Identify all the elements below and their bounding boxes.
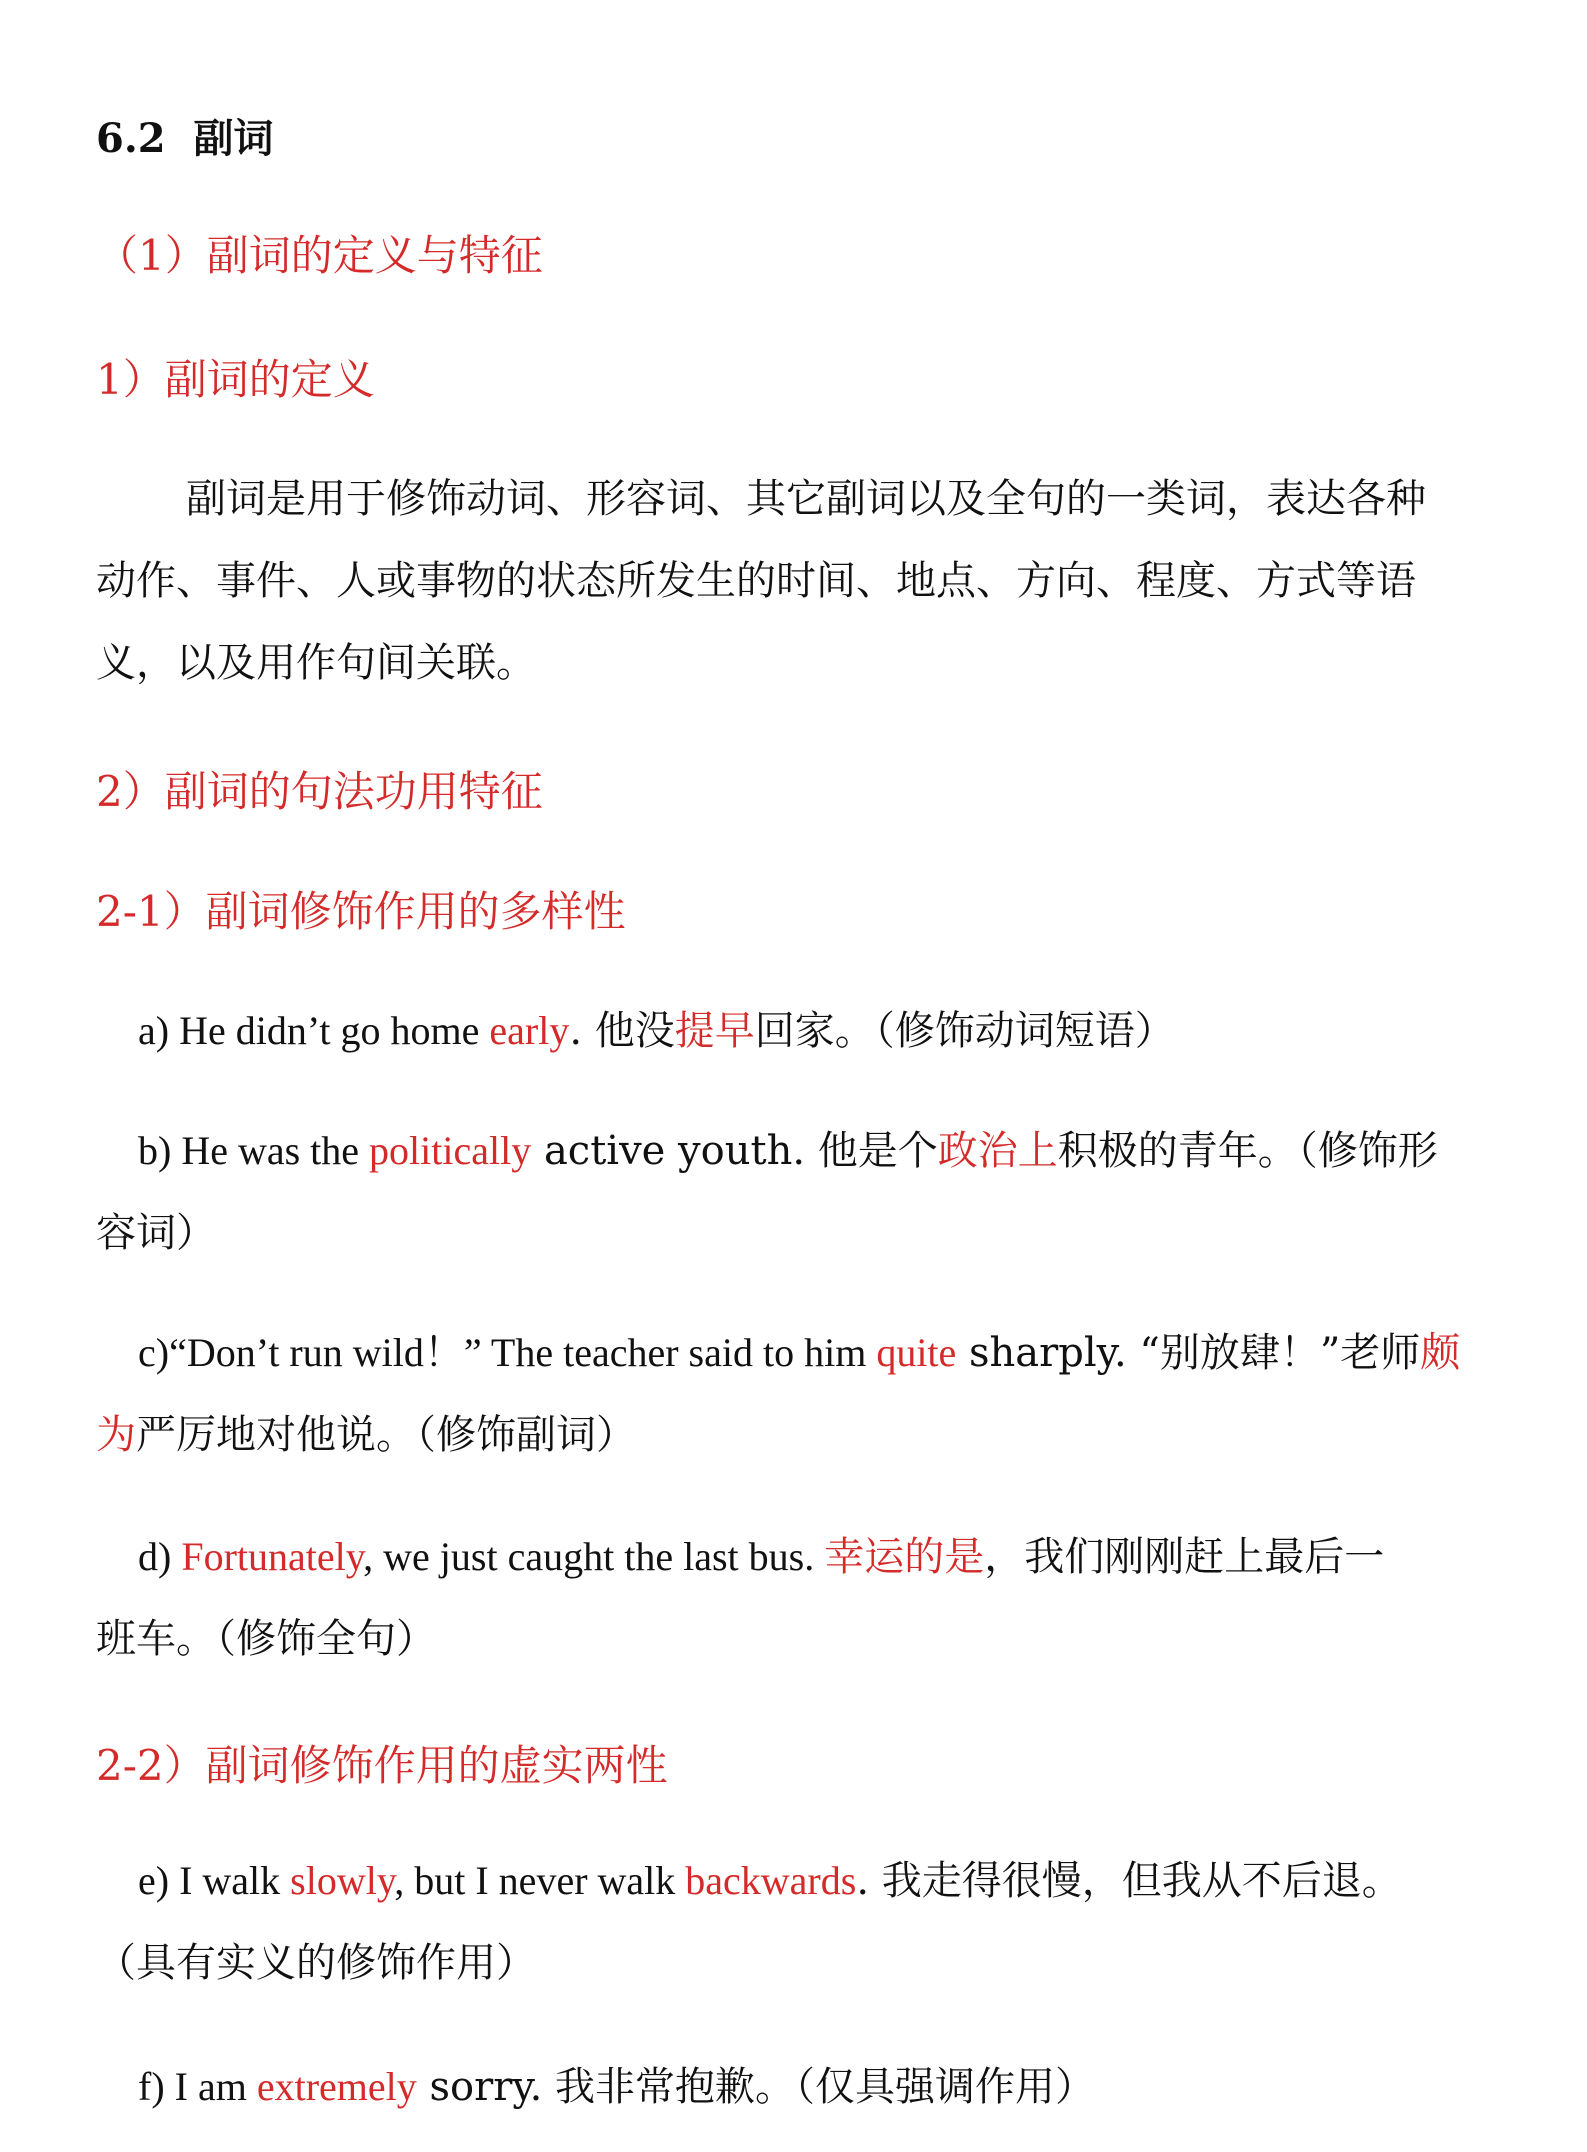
example-e — [96, 1840, 1496, 2004]
highlight-word: quite — [876, 1330, 957, 1375]
highlight-word: 颇 — [1420, 1330, 1461, 1376]
page-title — [96, 114, 1496, 164]
subsection-heading-2-1: 2-1）副词修饰作用的多样性 — [96, 887, 626, 936]
example-line: b) He was the politically active youth. 他是个政治上积极的青年。（修饰形 — [138, 1128, 1438, 1174]
highlight-word: early — [489, 1008, 570, 1053]
example-line: d) Fortunately, we just caught the last bus. 幸运的是，我们刚刚赶上最后一 — [138, 1534, 1385, 1580]
section-title: 副词 — [193, 115, 274, 162]
definition-line: 副词是用于修饰动词、形容词、其它副词以及全句的一类词，表达各种 — [186, 476, 1426, 522]
example-line: f) I am extremely sorry. 我非常抱歉。（仅具强调作用） — [138, 2064, 1096, 2110]
subsection-heading-2: 2）副词的句法功用特征 — [96, 767, 543, 816]
example-d — [96, 1516, 1496, 1680]
example-b — [96, 1110, 1496, 1274]
example-line: a) He didn’t go home early. 他没提早回家。（修饰动词短语） — [138, 1008, 1175, 1054]
subsection-heading-1: 1）副词的定义 — [96, 355, 375, 404]
highlight-word: 政治上 — [937, 1128, 1058, 1174]
example-a — [96, 990, 1496, 1072]
example-line: e) I walk slowly, but I never walk backwards. 我走得很慢，但我从不后退。 — [138, 1858, 1402, 1904]
highlight-word: 提早 — [674, 1008, 755, 1054]
example-f — [96, 2046, 1496, 2128]
highlight-word: Fortunately — [181, 1534, 364, 1579]
section-number: 6.2 — [96, 115, 166, 162]
example-line: 班车。（修饰全句） — [96, 1616, 436, 1662]
example-c — [96, 1312, 1496, 1476]
subsection-heading-2-2: 2-2）副词修饰作用的虚实两性 — [96, 1741, 668, 1790]
example-line: 容词） — [96, 1210, 216, 1256]
highlight-word: slowly — [290, 1858, 395, 1903]
example-line: （具有实义的修饰作用） — [96, 1940, 536, 1986]
example-line: c)“Don’t run wild！” The teacher said to him quite sharply. “别放肆！”老师颇 — [138, 1330, 1461, 1376]
highlight-word: backwards — [685, 1858, 857, 1903]
definition-paragraph — [96, 458, 1496, 704]
example-line: 为严厉地对他说。（修饰副词） — [96, 1412, 636, 1458]
highlight-word: extremely — [256, 2064, 417, 2109]
highlight-word: 为 — [96, 1412, 136, 1458]
highlight-word: politically — [369, 1128, 532, 1173]
section-heading-1: （1）副词的定义与特征 — [96, 231, 543, 280]
definition-line: 动作、事件、人或事物的状态所发生的时间、地点、方向、程度、方式等语 — [96, 558, 1416, 604]
definition-line: 义，以及用作句间关联。 — [96, 640, 536, 686]
highlight-word: 幸运的是 — [824, 1534, 985, 1580]
